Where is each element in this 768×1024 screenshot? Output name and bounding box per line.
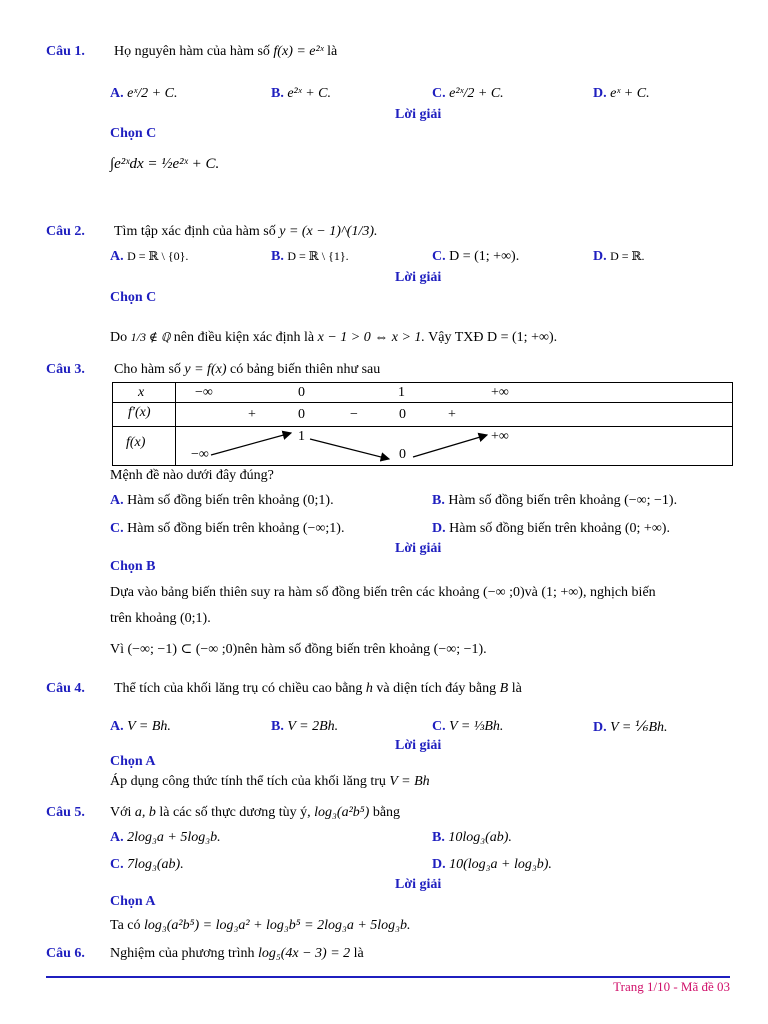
- q4-number: Câu 4.: [46, 681, 85, 696]
- variation-table: [112, 382, 733, 466]
- q2-option-d-label: D.: [593, 249, 607, 264]
- footer-divider: [46, 976, 730, 978]
- q2-stem-text: Tìm tập xác định của hàm số: [114, 224, 276, 239]
- arrow-up: [413, 435, 487, 457]
- q3-option-b-label: B.: [432, 493, 445, 508]
- q3-answer: Chọn B: [110, 559, 156, 574]
- q1-stem-end: là: [327, 44, 338, 59]
- q4-work-text: Áp dụng công thức tính thể tích của khối lăng trụ: [110, 774, 386, 789]
- q1-option-a-label: A.: [110, 86, 124, 101]
- q1-number: Câu 1.: [46, 44, 85, 59]
- q2-work-do: Do: [110, 330, 128, 345]
- q5-work-formula: log₃(a²b⁵) = log₃a² + log₃b⁵ = 2log₃a + 5log₃b.: [144, 918, 411, 933]
- q2-number: Câu 2.: [46, 224, 85, 239]
- q3-work-line2: [110, 611, 211, 627]
- q2-option-b-text: D = ℝ \ {1}.: [287, 249, 349, 263]
- q5-answer: Chọn A: [110, 894, 156, 909]
- table-fp-val: 0: [399, 407, 406, 422]
- q4-solution-title: Lời giải: [395, 738, 442, 753]
- table-f-val: −∞: [191, 447, 209, 462]
- q4-option-d-text: V = ⅙Bh.: [610, 720, 668, 735]
- q1-stem-text: Họ nguyên hàm của hàm số: [114, 44, 270, 59]
- q2-stem-math: y = (x − 1)^(1/3).: [279, 224, 378, 239]
- q3-stem-end: có bảng biến thiên như sau: [229, 362, 381, 377]
- q3-option-d-math: (0; +∞).: [624, 521, 670, 536]
- q5-option-a-label: A.: [110, 830, 124, 845]
- q3-work2-text: trên khoảng: [110, 611, 177, 626]
- q4-option-d-label: D.: [593, 720, 607, 735]
- q4-stem-end: là: [511, 681, 522, 696]
- arrow-down: [310, 439, 389, 459]
- q5-solution-title: Lời giải: [395, 877, 442, 892]
- page-footer: Trang 1/10 - Mã đề 03: [613, 979, 730, 994]
- q1-option-d-label: D.: [593, 86, 607, 101]
- q2-option-c-label: C.: [432, 249, 446, 264]
- q5-number: Câu 5.: [46, 805, 85, 820]
- q3-work-line1: [110, 585, 656, 601]
- q1-option-d[interactable]: [593, 86, 650, 102]
- table-fp-label: f′(x): [128, 405, 151, 420]
- q2-work-frac: 1/3 ∉ ℚ: [130, 330, 171, 344]
- q3-work1-interval2: (1; +∞): [541, 585, 583, 600]
- q4-option-a-text: V = Bh.: [127, 719, 171, 734]
- q4-work-formula: V = Bh: [389, 774, 430, 789]
- q5-work-taco: Ta có: [110, 918, 141, 933]
- q4-stem: [114, 681, 522, 697]
- table-x-val: +∞: [491, 385, 509, 400]
- q2-option-c[interactable]: [432, 249, 519, 265]
- q3-stem-math: y = f(x): [184, 362, 227, 377]
- q3-work3-vi: Vì: [110, 642, 124, 657]
- q5-stem-end: bằng: [372, 805, 401, 820]
- q3-option-c-math: (−∞;1).: [302, 521, 345, 536]
- q5-stem-voi: Với: [110, 805, 132, 820]
- q2-option-b-label: B.: [271, 249, 284, 264]
- q2-work: [110, 330, 557, 346]
- table-x-val: −∞: [195, 385, 213, 400]
- q2-answer: Chọn C: [110, 290, 157, 305]
- q6-stem: [110, 946, 364, 962]
- q4-option-d[interactable]: [593, 719, 668, 736]
- q3-work2-interval: (0;1).: [179, 611, 211, 626]
- table-arrows: [113, 383, 732, 465]
- q5-option-b-label: B.: [432, 830, 445, 845]
- q3-option-d-label: D.: [432, 521, 446, 536]
- q3-option-c-label: C.: [110, 521, 124, 536]
- q3-work1-and: và: [524, 585, 538, 600]
- q5-option-d[interactable]: [432, 857, 552, 873]
- q3-question: Mệnh đề nào dưới đây đúng?: [110, 468, 274, 483]
- q3-stem-text: Cho hàm số: [114, 362, 181, 377]
- q3-option-d[interactable]: [432, 521, 670, 537]
- arrow-up: [211, 433, 291, 455]
- q3-work1-interval1: (−∞ ;0): [483, 585, 525, 600]
- q3-option-b-text: Hàm số đồng biến trên khoảng: [448, 493, 621, 508]
- table-x-val: 1: [398, 385, 405, 400]
- q5-option-b[interactable]: [432, 830, 512, 846]
- q5-option-c-text: 7log₃(ab).: [127, 857, 184, 872]
- q4-option-c-text: V = ⅓Bh.: [449, 719, 504, 734]
- q5-option-c-label: C.: [110, 857, 124, 872]
- table-f-label: f(x): [126, 435, 146, 450]
- q2-solution-title: Lời giải: [395, 270, 442, 285]
- table-f-val: +∞: [491, 429, 509, 444]
- q3-option-b[interactable]: [432, 493, 677, 509]
- q2-option-d[interactable]: [593, 249, 645, 265]
- q4-stem-mid: và diện tích đáy bằng: [376, 681, 497, 696]
- q2-option-a[interactable]: [110, 249, 188, 265]
- q5-stem-log: log₃(a²b⁵): [314, 805, 370, 820]
- table-fp-val: +: [448, 407, 456, 422]
- q5-stem-text: là các số thực dương tùy ý,: [159, 805, 311, 820]
- q5-option-a[interactable]: [110, 830, 221, 846]
- q1-option-c-label: C.: [432, 86, 446, 101]
- q4-stem-h: h: [365, 681, 373, 696]
- q4-option-a-label: A.: [110, 719, 124, 734]
- q5-option-c[interactable]: [110, 857, 184, 873]
- q5-option-a-text: 2log₃a + 5log₃b.: [127, 830, 221, 845]
- table-fp-val: +: [248, 407, 256, 422]
- q3-option-c-text: Hàm số đồng biến trên khoảng: [127, 521, 300, 536]
- q3-option-a-text: Hàm số đồng biến trên khoảng: [127, 493, 300, 508]
- q3-work1-text: Dựa vào bảng biến thiên suy ra hàm số đồng biến trên các khoảng: [110, 585, 480, 600]
- q1-option-a[interactable]: [110, 86, 177, 102]
- q3-work-line3: [110, 641, 487, 658]
- q4-work: [110, 774, 430, 790]
- table-x-val: 0: [298, 385, 305, 400]
- q5-work: [110, 918, 411, 934]
- table-fp-val: 0: [298, 407, 305, 422]
- q1-stem-math: f(x) = e²ˣ: [273, 44, 324, 59]
- q5-option-d-text: 10(log₃a + log₃b).: [449, 857, 552, 872]
- q6-number: Câu 6.: [46, 946, 85, 961]
- q1-solution-title: Lời giải: [395, 107, 442, 122]
- q3-option-d-text: Hàm số đồng biến trên khoảng: [449, 521, 622, 536]
- q3-work3-interval: (−∞; −1).: [433, 642, 487, 657]
- q5-option-b-text: 10log₃(ab).: [448, 830, 512, 845]
- q1-option-c-text: e²ˣ/2 + C.: [449, 86, 504, 101]
- q1-option-d-text: eˣ + C.: [610, 86, 650, 101]
- q6-stem-end: là: [353, 946, 364, 961]
- q6-stem-equation: log₅(4x − 3) = 2: [257, 946, 351, 961]
- q2-option-a-label: A.: [110, 249, 124, 264]
- q3-work1-end: , nghịch biến: [582, 585, 656, 600]
- q4-option-c[interactable]: [432, 719, 503, 735]
- q3-number: Câu 3.: [46, 362, 85, 377]
- q1-option-b-text: e²ˣ + C.: [287, 86, 331, 101]
- q4-option-a[interactable]: [110, 719, 171, 735]
- q4-option-b-text: V = 2Bh.: [287, 719, 339, 734]
- q1-option-a-text: eˣ/2 + C.: [127, 86, 178, 101]
- table-f-val: 1: [298, 429, 305, 444]
- q3-option-b-math: (−∞; −1).: [624, 493, 678, 508]
- q2-stem: [114, 224, 378, 240]
- q1-answer: Chọn C: [110, 126, 157, 141]
- table-f-val: 0: [399, 447, 406, 462]
- q2-work-txd: Vậy TXĐ: [428, 330, 484, 345]
- q4-answer: Chọn A: [110, 754, 156, 769]
- q4-option-b[interactable]: [271, 719, 338, 735]
- q3-option-a-label: A.: [110, 493, 124, 508]
- q5-stem-ab: a, b: [134, 805, 156, 820]
- q2-option-d-text: D = ℝ.: [610, 249, 645, 263]
- q1-option-c[interactable]: [432, 86, 504, 102]
- q3-solution-title: Lời giải: [395, 541, 442, 556]
- q3-work3-text: nên hàm số đồng biến trên khoảng: [237, 642, 431, 657]
- q3-stem: [114, 362, 380, 378]
- q1-work: ∫e²ˣdx = ½e²ˣ + C.: [110, 156, 220, 172]
- q4-option-b-label: B.: [271, 719, 284, 734]
- table-fp-val: −: [350, 407, 358, 422]
- q2-option-a-text: D = ℝ \ {0}.: [127, 249, 189, 263]
- q2-work-domain: D = (1; +∞).: [487, 330, 558, 345]
- q1-option-b-label: B.: [271, 86, 284, 101]
- q2-option-b[interactable]: [271, 249, 349, 265]
- q3-option-a[interactable]: [110, 493, 334, 509]
- q2-work-text: nên điều kiện xác định là: [173, 330, 315, 345]
- table-x-label: x: [138, 385, 145, 400]
- q3-option-a-math: (0;1).: [302, 493, 334, 508]
- q1-stem: [114, 44, 337, 60]
- q4-stem-b: B: [499, 681, 509, 696]
- q3-option-c[interactable]: [110, 521, 344, 537]
- q5-stem: [110, 805, 400, 821]
- q1-option-b[interactable]: [271, 86, 331, 102]
- q3-work3-subset: (−∞; −1) ⊂ (−∞ ;0): [127, 642, 238, 657]
- q2-work-condition: x − 1 > 0 ⇔ x > 1.: [317, 330, 425, 345]
- q4-stem-text: Thể tích của khối lăng trụ có chiều cao bằng: [114, 681, 363, 696]
- q5-option-d-label: D.: [432, 857, 446, 872]
- q6-stem-text: Nghiệm của phương trình: [110, 946, 255, 961]
- q2-option-c-text: D = (1; +∞).: [449, 249, 520, 264]
- q4-option-c-label: C.: [432, 719, 446, 734]
